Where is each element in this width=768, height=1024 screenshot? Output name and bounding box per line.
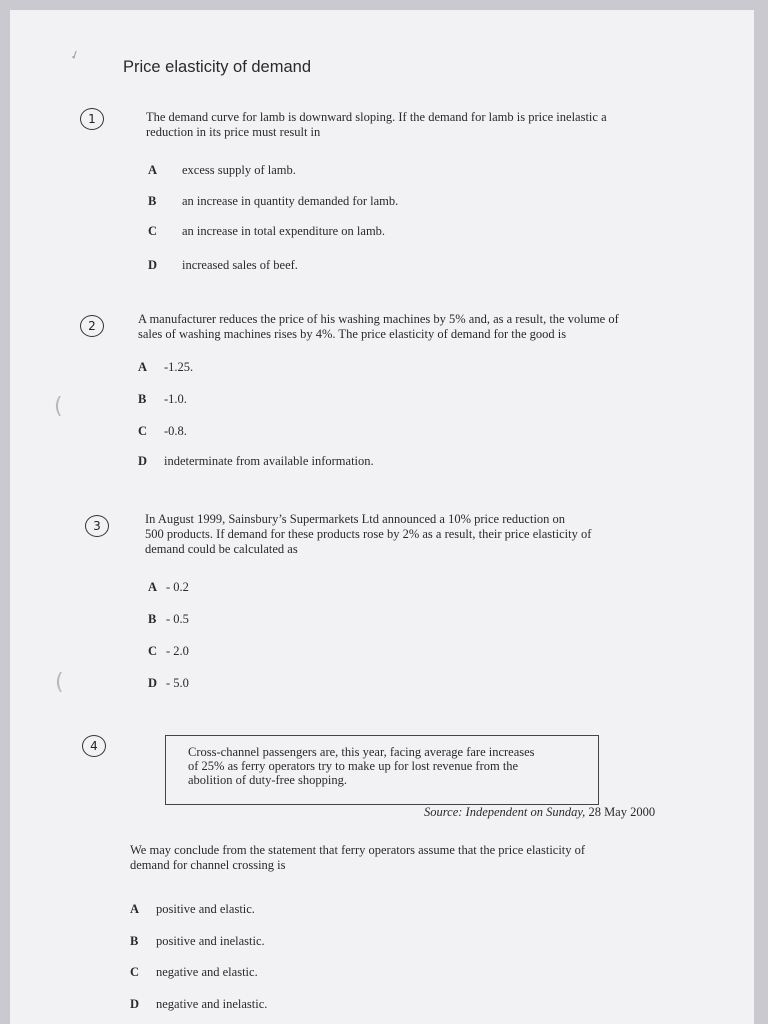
stem-line: The demand curve for lamb is downward sloping. If the demand for lamb is price inelastic a: [146, 110, 607, 124]
option-letter: D: [138, 454, 148, 468]
option-letter: B: [148, 612, 157, 626]
question-1-option-b[interactable]: [148, 194, 398, 209]
question-number-3: 3: [85, 515, 109, 537]
stem-line: demand could be calculated as: [145, 542, 298, 556]
quotation-source: [424, 805, 655, 820]
option-text: - 0.2: [166, 580, 189, 594]
option-text: -1.0.: [164, 392, 187, 406]
question-4-option-a[interactable]: [130, 902, 255, 917]
question-1-option-c[interactable]: [148, 224, 385, 239]
worksheet-page: [10, 10, 754, 1024]
question-2-option-a[interactable]: [138, 360, 193, 375]
stem-line: reduction in its price must result in: [146, 125, 321, 139]
question-2-option-c[interactable]: [138, 424, 187, 439]
option-text: positive and inelastic.: [156, 934, 265, 948]
option-letter: B: [130, 934, 139, 948]
question-3-stem: [145, 512, 591, 557]
option-letter: C: [148, 224, 158, 238]
option-text: negative and inelastic.: [156, 997, 268, 1011]
option-letter: B: [148, 194, 157, 208]
quotation-line: of 25% as ferry operators try to make up for lost revenue from the: [188, 759, 519, 773]
option-letter: A: [148, 163, 158, 177]
question-4-stem: [130, 843, 585, 873]
question-3-option-b[interactable]: [148, 612, 189, 627]
option-letter: A: [138, 360, 148, 374]
question-4-option-b[interactable]: [130, 934, 265, 949]
option-text: - 0.5: [166, 612, 189, 626]
option-letter: B: [138, 392, 147, 406]
stem-line: In August 1999, Sainsbury’s Supermarkets Ltd announced a 10% price reduction on: [145, 512, 566, 526]
question-3-option-a[interactable]: [148, 580, 189, 595]
question-3-option-c[interactable]: [148, 644, 189, 659]
source-date: 28 May 2000: [585, 805, 656, 819]
option-letter: D: [130, 997, 140, 1011]
option-letter: C: [130, 965, 140, 979]
question-1-option-a[interactable]: [148, 163, 296, 178]
question-number-1: 1: [80, 108, 104, 130]
stem-line: We may conclude from the statement that ferry operators assume that the price elasticity of: [130, 843, 586, 857]
pencil-circle-mark-icon: (: [55, 670, 64, 695]
question-2-option-d[interactable]: [138, 454, 374, 469]
option-letter: D: [148, 258, 158, 272]
stem-line: 500 products. If demand for these products rose by 2% as a result, their price elasticity of: [145, 527, 592, 541]
pencil-circle-mark-icon: (: [54, 394, 63, 419]
question-2-option-b[interactable]: [138, 392, 187, 407]
quotation-line: Cross-channel passengers are, this year, facing average fare increases: [188, 745, 535, 759]
option-text: excess supply of lamb.: [182, 163, 296, 177]
option-text: -1.25.: [164, 360, 194, 374]
option-letter: A: [148, 580, 158, 594]
option-text: -0.8.: [164, 424, 187, 438]
option-text: an increase in total expenditure on lamb.: [182, 224, 386, 238]
question-3-option-d[interactable]: [148, 676, 189, 691]
option-text: negative and elastic.: [156, 965, 258, 979]
question-4-option-c[interactable]: [130, 965, 258, 980]
stem-line: demand for channel crossing is: [130, 858, 286, 872]
question-number-2: 2: [80, 315, 104, 337]
option-text: positive and elastic.: [156, 902, 255, 916]
option-letter: C: [148, 644, 158, 658]
stem-line: sales of washing machines rises by 4%. The price elasticity of demand for the good is: [138, 327, 567, 341]
option-text: increased sales of beef.: [182, 258, 298, 272]
option-letter: A: [130, 902, 140, 916]
option-text: - 5.0: [166, 676, 189, 690]
question-1-option-d[interactable]: [148, 258, 298, 273]
option-text: - 2.0: [166, 644, 189, 658]
question-1-stem: [146, 110, 607, 140]
question-4-option-d[interactable]: [130, 997, 267, 1012]
question-2-stem: [138, 312, 619, 342]
question-number-4: 4: [82, 735, 106, 757]
stem-line: A manufacturer reduces the price of his washing machines by 5% and, as a result, the volume of: [138, 312, 619, 326]
quotation-box: [165, 735, 599, 805]
option-letter: D: [148, 676, 158, 690]
option-text: an increase in quantity demanded for lamb.: [182, 194, 399, 208]
source-name: Source: Independent on Sunday,: [424, 805, 586, 819]
option-letter: C: [138, 424, 148, 438]
pen-mark-icon: ✓: [67, 46, 83, 64]
option-text: indeterminate from available information.: [164, 454, 374, 468]
quotation-line: abolition of duty-free shopping.: [188, 773, 347, 787]
page-title: Price elasticity of demand: [123, 58, 312, 76]
